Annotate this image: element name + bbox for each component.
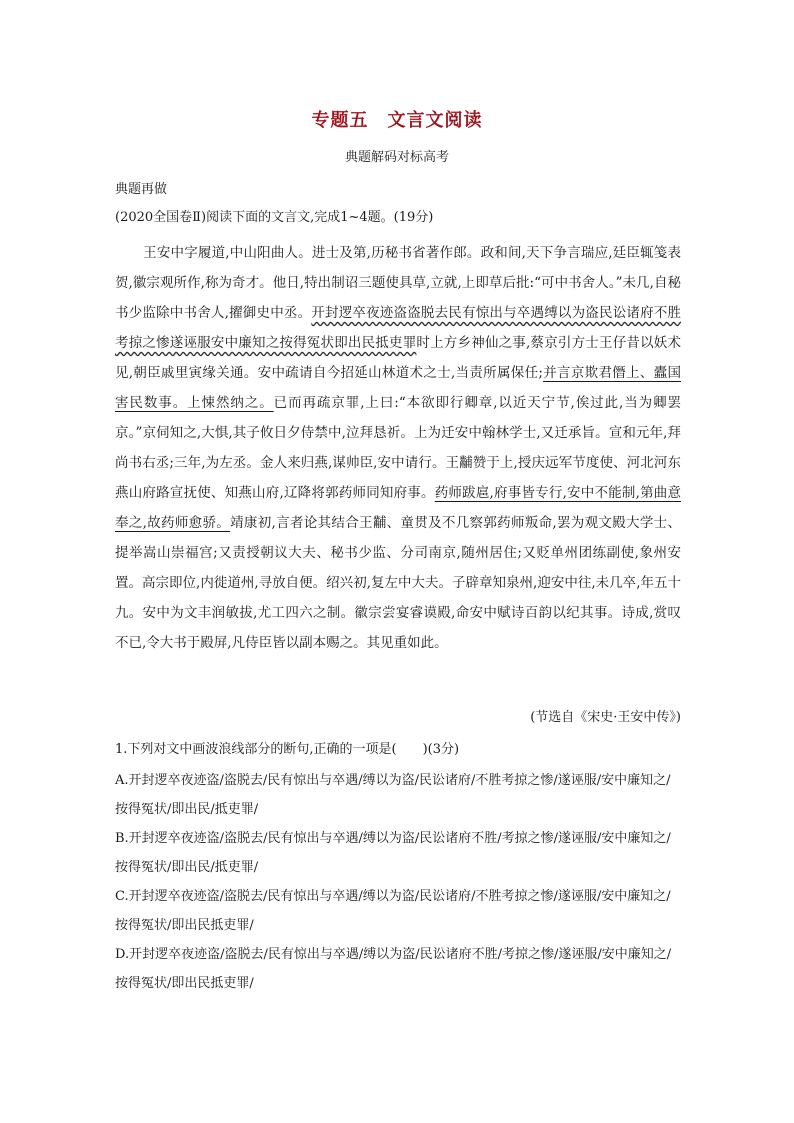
page-subtitle: 典题解码对标高考: [344, 150, 449, 165]
underlined-sentence-1: 并言京欺君僭上、蠹国害民数事。上悚然纳之。: [115, 365, 681, 411]
option-d: D.开封逻卒夜迹盗/盗脱去/民有惊出与卒遇/缚以为盗/民讼诸府不胜/考掠之惨/遂诬服/安中廉知之/按得冤状/即出民抵吏罪/: [115, 947, 672, 991]
classical-passage: [115, 238, 681, 658]
section-label: 典题再做: [115, 182, 168, 197]
question-stem: 1.下列对文中画波浪线部分的断句,正确的一项是( )(3分): [115, 742, 460, 757]
page-title: 专题五 文言文阅读: [311, 110, 483, 131]
exam-source-line: (2020全国卷Ⅱ)阅读下面的文言文,完成1~4题。(19分): [115, 210, 434, 225]
option-b: B.开封逻卒夜迹盗/盗脱去/民有惊出与卒遇/缚以为盗/民讼诸府不胜/考掠之惨/遂诬服/安中廉知之/按得冤状/即出民/抵吏罪/: [115, 831, 671, 875]
passage-citation: (节选自《宋史·王安中传》): [530, 710, 681, 725]
passage-text-3: 已而再疏京罪,上曰:“本欲即行卿章,以近天宁节,俟过此,当为卿罢京。”京伺知之,大惧,其子攸日夕侍禁中,泣拜恳祈。上为迁安中翰林学士,又迁承旨。宣和元年,拜尚书右丞;三年,为左丞。金人来归燕,谋帅臣,安中请行。王黼赞于上,授庆远军节度使、河北河东燕山府路宣抚使、知燕山府,辽降将郭药师同知府事。: [115, 395, 681, 501]
option-a: A.开封逻卒夜迹盗/盗脱去/民有惊出与卒遇/缚以为盗/民讼诸府/不胜考掠之惨/遂诬服/安中廉知之/按得冤状/即出民/抵吏罪/: [115, 773, 671, 817]
option-c: C.开封逻卒夜迹盗/盗脱去/民有惊出与卒遇/缚以为盗/民讼诸府/不胜考掠之惨/遂诬服/安中廉知之/按得冤状/即出民抵吏罪/: [115, 889, 671, 933]
passage-text-4: 靖康初,言者论其结合王黼、童贯及不几察郭药师叛命,罢为观文殿大学士、提举嵩山崇福宫;又责授朝议大夫、秘书少监、分司南京,随州居住;又贬单州团练副使,象州安置。高宗即位,内徙道州,寻放自便。绍兴初,复左中大夫。子辟章知泉州,迎安中往,未几卒,年五十九。安中为文丰润敏拔,尤工四六之制。徽宗尝宴睿谟殿,命安中赋诗百韵以纪其事。诗成,赏叹不已,令大书于殿屏,凡侍臣皆以副本赐之。其见重如此。: [115, 515, 681, 651]
passage-text-2: 时上方乡神仙之事,蔡京引方士王仔昔以妖术见,朝臣戚里寅缘关通。安中疏请自今招延山林道术之士,当责所属保任;: [115, 335, 681, 381]
question-options: [115, 766, 681, 998]
underlined-sentence-2: 药师跋扈,府事皆专行,安中不能制,第曲意奉之,故药师愈骄。: [115, 485, 681, 531]
wavy-underlined-text: 开封逻卒夜迹盗盗脱去民有惊出与卒遇缚以为盗民讼诸府不胜考掠之惨遂诬服安中廉知之按得冤状即出民抵吏罪: [115, 305, 681, 351]
passage-text-1: 王安中字履道,中山阳曲人。进士及第,历秘书省著作郎。政和间,天下争言瑞应,廷臣辄笺表贺,徽宗观所作,称为奇才。他日,特出制诏三题使具草,立就,上即草后批:“可中书舍人。”未几,自秘书少监除中书舍人,擢御史中丞。: [115, 245, 681, 321]
